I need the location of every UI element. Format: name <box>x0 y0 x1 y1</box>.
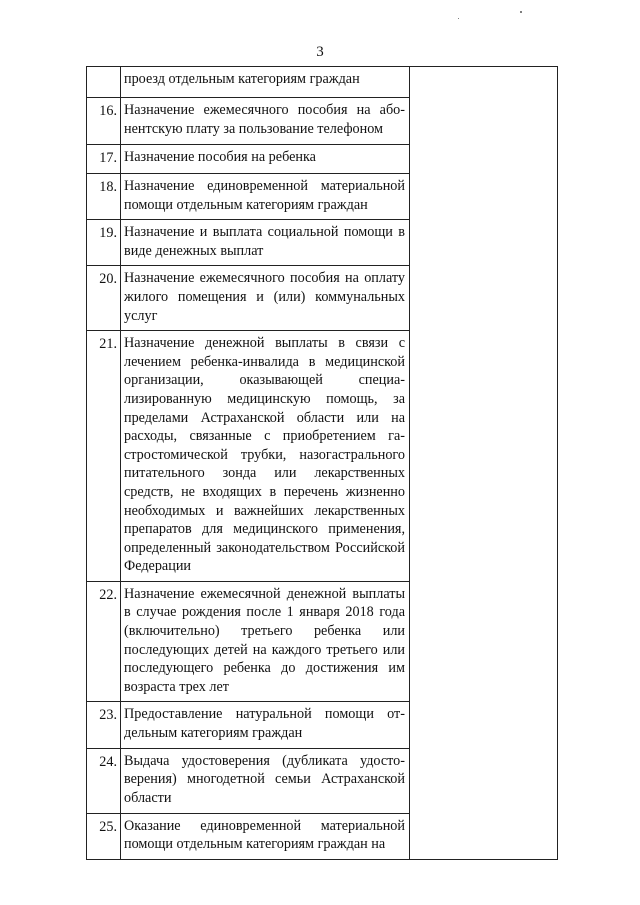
empty-right-column <box>408 66 558 860</box>
table-row <box>87 331 410 582</box>
services-table-body <box>87 67 410 860</box>
row-text: проезд отдельным категориям граждан <box>121 67 410 98</box>
row-number: 20. <box>87 266 121 331</box>
row-text: Назначение единовременной материальной помощи отдельным категориям граждан <box>121 174 410 220</box>
row-number: 16. <box>87 98 121 145</box>
services-table <box>86 66 410 860</box>
table-row <box>87 145 410 174</box>
row-text: Назначение ежемесячного пособия на оплату жилого помещения и (или) коммунальных услуг <box>121 266 410 331</box>
row-number: 24. <box>87 748 121 813</box>
row-text: Выдача удостоверения (дубликата удостоверения) многодетной семьи Астраханской области <box>121 748 410 813</box>
row-text: Назначение ежемесячного пособия на абонентскую плату за пользование телефоном <box>121 98 410 145</box>
scan-speck <box>520 11 522 13</box>
table-row <box>87 581 410 702</box>
row-number <box>87 67 121 98</box>
table-row <box>87 67 410 98</box>
table-row <box>87 174 410 220</box>
row-text: Оказание единовременной материальной помощи отдельным категориям граждан на <box>121 813 410 859</box>
row-text: Назначение и выплата социальной помощи в виде денежных выплат <box>121 220 410 266</box>
row-number: 18. <box>87 174 121 220</box>
row-number: 17. <box>87 145 121 174</box>
table-row <box>87 813 410 859</box>
table-row <box>87 748 410 813</box>
row-number: 19. <box>87 220 121 266</box>
table-row <box>87 220 410 266</box>
page-number: 3 <box>316 44 324 60</box>
row-text: Назначение пособия на ребенка <box>121 145 410 174</box>
table-row <box>87 702 410 748</box>
row-text: Назначение денежной выплаты в связи с лечением ребенка-инвалида в медицинской организации, оказывающей специализированную медицинскую помощь, за пределами Астраханской области или на расходы, связанные с приобретением гастростомической трубки, назогастрального питательного зонда или лекарственных средств, не входящих в перечень жизненно необходимых и важнейших лекарственных препаратов для медицинского применения, определенный законодательством Российской Федерации <box>121 331 410 582</box>
table-row <box>87 98 410 145</box>
table-row <box>87 266 410 331</box>
scan-speck <box>458 18 459 19</box>
row-number: 21. <box>87 331 121 582</box>
row-text: Предоставление натуральной помощи отдельным категориям граждан <box>121 702 410 748</box>
row-number: 22. <box>87 581 121 702</box>
row-number: 23. <box>87 702 121 748</box>
row-number: 25. <box>87 813 121 859</box>
row-text: Назначение ежемесячной денежной выплаты в случае рождения после 1 января 2018 года (включительно) третьего ребенка или последующих детей на каждого третьего или последующего ребенка до достижения им возраста трех лет <box>121 581 410 702</box>
